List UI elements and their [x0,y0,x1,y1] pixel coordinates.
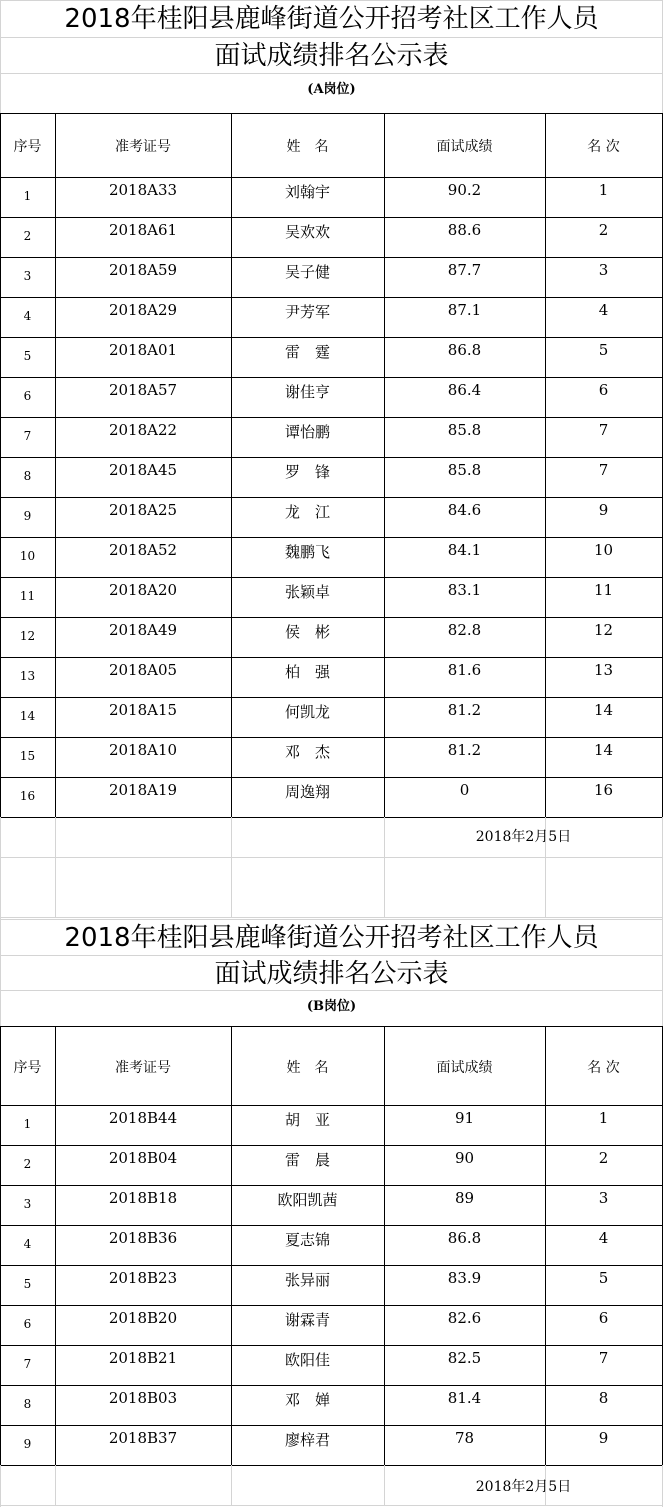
cell-seq: 10 [19,549,36,563]
grid-line [0,1465,1,1506]
cell-rank: 2 [598,221,609,239]
cell-score: 86.4 [447,381,482,399]
cell-rank: 14 [593,741,614,759]
table-title-line1: 2018年桂阳县鹿峰街道公开招考社区工作人员 [64,923,599,953]
cell-rank: 3 [598,1189,609,1207]
cell-rank: 5 [598,1269,609,1287]
cell-score: 81.2 [447,741,482,759]
cell-exam-id: 2018B20 [108,1309,178,1327]
cell-score: 82.8 [447,621,482,639]
cell-name: 魏鹏飞 [284,543,330,561]
grid-line [0,817,663,818]
cell-name: 侯 彬 [284,623,330,641]
cell-score: 85.8 [447,461,482,479]
cell-score: 84.1 [447,541,482,559]
cell-rank: 6 [598,1309,609,1327]
cell-name: 柏 强 [284,663,330,681]
cell-seq: 2 [23,1157,32,1171]
cell-exam-id: 2018A52 [108,541,178,559]
cell-name: 谢佳亨 [284,383,330,401]
cell-rank: 1 [598,181,609,199]
cell-exam-id: 2018B36 [108,1229,178,1247]
grid-line [0,697,663,698]
cell-exam-id: 2018A33 [108,181,178,199]
cell-score: 87.1 [447,301,482,319]
cell-score: 82.5 [447,1349,482,1367]
cell-score: 81.6 [447,661,482,679]
cell-name: 夏志锦 [284,1231,330,1249]
cell-seq: 8 [23,469,32,483]
grid-line [0,617,663,618]
cell-exam-id: 2018A20 [108,581,178,599]
cell-seq: 1 [23,189,32,203]
cell-exam-id: 2018A49 [108,621,178,639]
cell-name: 吴子健 [284,263,330,281]
cell-name: 雷 霆 [284,343,330,361]
cell-score: 83.1 [447,581,482,599]
grid-line [0,1026,663,1027]
cell-seq: 12 [19,629,36,643]
cell-rank: 2 [598,1149,609,1167]
cell-score: 87.7 [447,261,482,279]
cell-exam-id: 2018A05 [108,661,178,679]
grid-line [231,1465,232,1506]
cell-exam-id: 2018A29 [108,301,178,319]
cell-name: 欧阳佳 [284,1351,330,1369]
cell-name: 谢霖青 [284,1311,330,1329]
cell-exam-id: 2018A01 [108,341,178,359]
column-header: 名 次 [587,139,620,155]
column-header: 准考证号 [115,1059,171,1076]
grid-line [0,337,663,338]
cell-name: 吴欢欢 [284,223,330,241]
column-header: 序号 [13,139,42,155]
grid-line [0,737,663,738]
cell-exam-id: 2018A57 [108,381,178,399]
grid-line [0,1265,663,1266]
cell-exam-id: 2018A59 [108,261,178,279]
column-header: 序号 [13,1059,42,1076]
cell-score: 81.4 [447,1389,482,1407]
grid-line [0,817,1,918]
cell-seq: 5 [23,349,32,363]
cell-seq: 4 [23,1237,32,1251]
cell-name: 胡 亚 [284,1111,330,1129]
cell-exam-id: 2018B18 [108,1189,178,1207]
column-header: 名 次 [587,1059,620,1076]
column-header: 准考证号 [115,139,171,155]
grid-line [0,257,663,258]
column-header: 姓 名 [286,139,329,155]
post-label: (A岗位) [307,82,356,97]
cell-seq: 11 [19,589,36,603]
cell-seq: 16 [19,789,36,803]
cell-seq: 9 [23,1437,32,1451]
cell-name: 廖梓君 [284,1431,330,1449]
grid-line [0,457,663,458]
cell-seq: 15 [19,749,36,763]
cell-seq: 3 [23,1197,32,1211]
cell-seq: 8 [23,1397,32,1411]
cell-rank: 8 [598,1389,609,1407]
grid-line [0,377,663,378]
grid-line [55,1465,56,1506]
cell-rank: 14 [593,701,614,719]
grid-line [0,777,663,778]
cell-exam-id: 2018A45 [108,461,178,479]
cell-name: 龙 江 [284,503,330,521]
cell-score: 81.2 [447,701,482,719]
grid-line [0,1305,663,1306]
grid-line [0,955,663,956]
grid-line [0,113,663,114]
cell-score: 84.6 [447,501,482,519]
cell-score: 82.6 [447,1309,482,1327]
cell-name: 罗 锋 [284,463,330,481]
cell-seq: 13 [19,669,36,683]
cell-rank: 7 [598,421,609,439]
cell-seq: 4 [23,309,32,323]
grid-line [0,1145,663,1146]
cell-name: 周逸翔 [284,783,330,801]
post-label: (B岗位) [306,999,357,1014]
cell-seq: 6 [23,389,32,403]
cell-name: 刘翰宇 [284,183,330,201]
grid-line [0,1225,663,1226]
cell-score: 90 [454,1149,475,1167]
cell-exam-id: 2018A15 [108,701,178,719]
grid-line [0,177,663,178]
cell-exam-id: 2018B03 [108,1389,178,1407]
cell-seq: 2 [23,229,32,243]
cell-seq: 6 [23,1317,32,1331]
cell-rank: 6 [598,381,609,399]
cell-score: 86.8 [447,1229,482,1247]
cell-score: 78 [454,1429,475,1447]
grid-line [0,217,663,218]
table-title-line2: 面试成绩排名公示表 [214,41,449,71]
grid-line [0,917,663,918]
grid-line [0,497,663,498]
announcement-date: 2018年2月5日 [475,1479,572,1495]
cell-name: 谭怡鹏 [284,423,330,441]
cell-score: 88.6 [447,221,482,239]
cell-exam-id: 2018B37 [108,1429,178,1447]
grid-line [0,1385,663,1386]
cell-exam-id: 2018B23 [108,1269,178,1287]
cell-exam-id: 2018A25 [108,501,178,519]
cell-rank: 7 [598,461,609,479]
cell-name: 张异丽 [284,1271,330,1289]
grid-line [0,990,663,991]
cell-rank: 7 [598,1349,609,1367]
cell-name: 张颖卓 [284,583,330,601]
cell-exam-id: 2018A19 [108,781,178,799]
cell-name: 邓 杰 [284,743,330,761]
cell-rank: 3 [598,261,609,279]
cell-rank: 12 [593,621,614,639]
cell-name: 欧阳凯茜 [277,1191,338,1209]
cell-exam-id: 2018B44 [108,1109,178,1127]
grid-line [0,417,663,418]
grid-line [231,817,232,918]
announcement-date: 2018年2月5日 [475,829,572,845]
grid-line [0,857,663,858]
cell-exam-id: 2018B21 [108,1349,178,1367]
grid-line [0,0,663,1]
cell-score: 0 [459,781,470,799]
cell-score: 86.8 [447,341,482,359]
grid-line [0,1345,663,1346]
cell-score: 85.8 [447,421,482,439]
cell-rank: 9 [598,501,609,519]
cell-score: 83.9 [447,1269,482,1287]
grid-line [0,1465,663,1466]
cell-rank: 4 [598,1229,609,1247]
grid-line [0,37,663,38]
cell-rank: 10 [593,541,614,559]
cell-seq: 9 [23,509,32,523]
cell-exam-id: 2018A61 [108,221,178,239]
grid-line [0,657,663,658]
cell-seq: 5 [23,1277,32,1291]
cell-seq: 3 [23,269,32,283]
cell-seq: 1 [23,1117,32,1131]
grid-line [0,297,663,298]
cell-rank: 11 [593,581,614,599]
grid-line [55,817,56,918]
cell-seq: 14 [19,709,36,723]
grid-line [0,1185,663,1186]
column-header: 面试成绩 [436,1059,493,1076]
cell-rank: 9 [598,1429,609,1447]
cell-name: 何凯龙 [284,703,330,721]
cell-name: 雷 晨 [284,1151,330,1169]
table-title-line2: 面试成绩排名公示表 [214,959,449,989]
grid-line [0,919,663,920]
grid-line [0,537,663,538]
cell-exam-id: 2018B04 [108,1149,178,1167]
cell-rank: 4 [598,301,609,319]
grid-line [0,1425,663,1426]
cell-seq: 7 [23,429,32,443]
grid-line [0,73,663,74]
cell-exam-id: 2018A10 [108,741,178,759]
grid-line [0,1105,663,1106]
cell-score: 90.2 [447,181,482,199]
cell-rank: 16 [593,781,614,799]
cell-score: 89 [454,1189,475,1207]
table-title-line1: 2018年桂阳县鹿峰街道公开招考社区工作人员 [64,4,599,34]
cell-name: 尹芳军 [284,303,330,321]
column-header: 姓 名 [286,1059,329,1076]
cell-rank: 5 [598,341,609,359]
cell-name: 邓 婵 [284,1391,330,1409]
cell-rank: 1 [598,1109,609,1127]
column-header: 面试成绩 [436,139,493,155]
cell-rank: 13 [593,661,614,679]
cell-exam-id: 2018A22 [108,421,178,439]
cell-seq: 7 [23,1357,32,1371]
cell-score: 91 [454,1109,475,1127]
grid-line [0,577,663,578]
